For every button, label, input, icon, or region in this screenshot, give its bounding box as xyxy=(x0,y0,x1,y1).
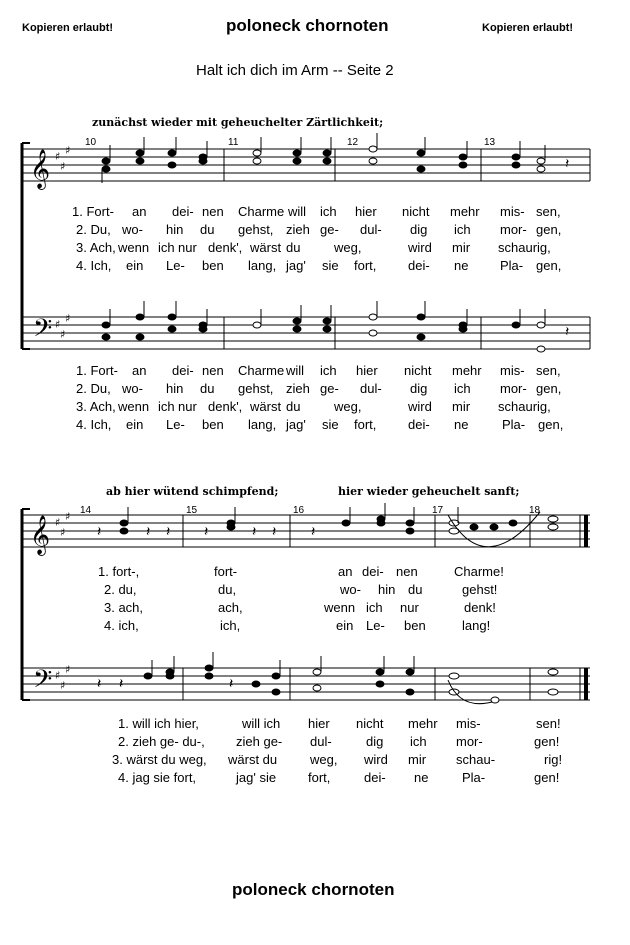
svg-text:𝄽: 𝄽 xyxy=(97,524,102,540)
svg-text:𝄽: 𝄽 xyxy=(146,524,151,540)
svg-text:𝄽: 𝄽 xyxy=(97,676,102,692)
svg-text:𝄽: 𝄽 xyxy=(229,676,234,692)
svg-text:♯: ♯ xyxy=(60,679,66,692)
measure-number: 13 xyxy=(484,137,496,148)
svg-text:♯: ♯ xyxy=(65,144,71,157)
svg-text:𝄽: 𝄽 xyxy=(565,324,570,340)
copy-notice-left: Kopieren erlaubt! xyxy=(22,22,114,34)
svg-text:𝄽: 𝄽 xyxy=(119,676,124,692)
svg-text:𝄽: 𝄽 xyxy=(252,524,257,540)
svg-text:𝄽: 𝄽 xyxy=(311,524,316,540)
system1-lower-lyrics: 1. Fort- an dei- nen Charme will ich hier nicht mehr mis- sen, 2. Du, wo- hin du gehst, zieh ge- dul- dig ich mor- gen, 3. Ach, wenn ich nur denk', wärst du weg, wird mir schaurig, 4. Ich, ein Le- ben lang, jag' sie fort, dei- ne Pla- gen, xyxy=(76,363,564,432)
svg-text:15: 15 xyxy=(186,505,198,516)
svg-text:♯: ♯ xyxy=(55,318,61,331)
svg-text:𝄞: 𝄞 xyxy=(30,515,51,555)
svg-text:18: 18 xyxy=(529,505,541,516)
copy-notice-right: Kopieren erlaubt! xyxy=(482,22,574,34)
page-title: Halt ich dich im Arm -- Seite 2 xyxy=(196,62,394,79)
svg-text:𝄽: 𝄽 xyxy=(204,524,209,540)
performance-instruction-3: hier wieder geheuchelt sanft; xyxy=(338,485,520,498)
svg-text:♯: ♯ xyxy=(55,150,61,163)
svg-text:♯: ♯ xyxy=(55,516,61,529)
svg-text:♯: ♯ xyxy=(65,312,71,325)
svg-text:𝄽: 𝄽 xyxy=(565,156,570,172)
system2-upper-staff xyxy=(22,515,590,547)
measure-number: 11 xyxy=(228,137,239,148)
svg-text:14: 14 xyxy=(80,505,92,516)
svg-text:17: 17 xyxy=(432,505,444,516)
svg-text:♯: ♯ xyxy=(60,526,66,539)
svg-text:16: 16 xyxy=(293,505,305,516)
footer-brand: poloneck chornoten xyxy=(232,880,395,899)
system2-upper-lyrics: 1. fort-, fort- an dei- nen Charme! 2. du, du, wo- hin du gehst! 3. ach, ach, wenn ich nur denk! 4. ich, ich, ein Le- ben lang! xyxy=(98,564,504,633)
system1-upper-staff xyxy=(22,149,590,181)
system1-upper-lyrics: 1. Fort- an dei- nen Charme will ich hier nicht mehr mis- sen, 2. Du, wo- hin du gehst, zieh ge- dul- dig ich mor- gen, 3. Ach, wenn ich nur denk', wärst du weg, wird mir schaurig, 4. Ich, ein Le- ben lang, jag' sie fort, dei- ne Pla- gen, xyxy=(72,204,562,273)
treble-clef-icon: 𝄞 xyxy=(30,149,51,189)
svg-text:♯: ♯ xyxy=(65,663,71,676)
system2-lower-staff xyxy=(22,668,590,700)
svg-text:♯: ♯ xyxy=(60,160,66,173)
performance-instruction-2: ab hier wütend schimpfend; xyxy=(106,485,279,498)
svg-text:♯: ♯ xyxy=(65,510,71,523)
svg-text:♯: ♯ xyxy=(60,328,66,341)
measure-number: 10 xyxy=(85,137,97,148)
header-brand: poloneck chornoten xyxy=(226,16,389,35)
svg-text:♯: ♯ xyxy=(55,669,61,682)
performance-instruction-1: zunächst wieder mit geheuchelter Zärtlichkeit; xyxy=(92,116,384,129)
bass-clef-icon: 𝄢 xyxy=(33,314,53,349)
svg-text:𝄢: 𝄢 xyxy=(33,665,53,700)
svg-text:𝄽: 𝄽 xyxy=(272,524,277,540)
system2-lower-lyrics: 1. will ich hier, will ich hier nicht mehr mis- sen! 2. zieh ge- du-, zieh ge- dul- dig ich mor- gen! 3. wärst du weg, wärst du weg, wird mir schau- rig! 4. jag sie fort, jag' sie fort, dei- ne Pla- gen! xyxy=(112,716,563,785)
svg-text:𝄽: 𝄽 xyxy=(166,524,171,540)
measure-number: 12 xyxy=(347,137,359,148)
